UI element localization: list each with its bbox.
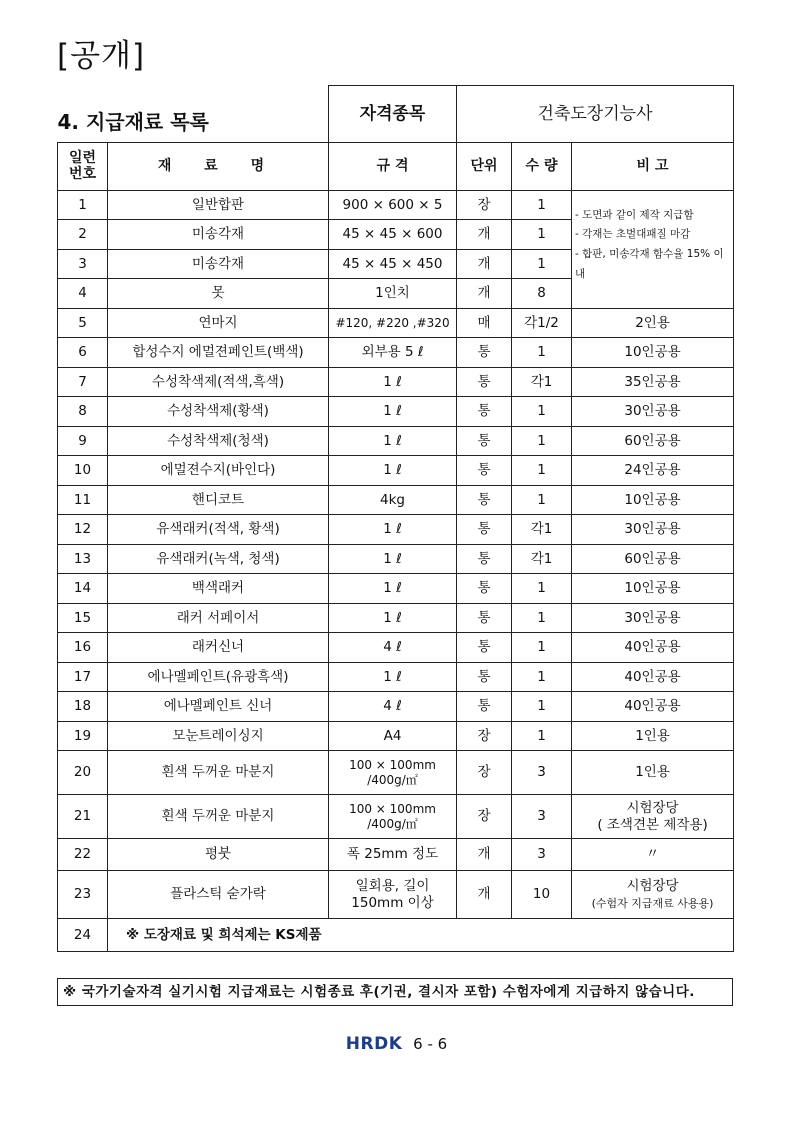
- row-num: 16: [58, 633, 108, 663]
- row-name: 합성수지 에멀젼페인트(백색): [108, 338, 329, 368]
- row-name: 래커 서페이서: [108, 603, 329, 633]
- row-spec: 900 × 600 × 5: [329, 190, 457, 220]
- row-num: 14: [58, 574, 108, 604]
- row-spec: 1 ℓ: [329, 662, 457, 692]
- table-row: [58, 751, 734, 795]
- row-qty: 10: [512, 871, 572, 919]
- row-num: 19: [58, 721, 108, 751]
- row-qty: 1: [512, 249, 572, 279]
- table-row: [58, 795, 734, 839]
- row-unit: 통: [457, 692, 512, 722]
- row-spec: #120, #220 ,#320: [329, 308, 457, 338]
- row-name: 수성착색제(청색): [108, 426, 329, 456]
- header-num: 일련 번호: [58, 142, 108, 190]
- row-qty: 3: [512, 795, 572, 839]
- row-qty: 각1: [512, 515, 572, 545]
- header-note: 비 고: [572, 142, 734, 190]
- row-spec: 1 ℓ: [329, 574, 457, 604]
- table-row: [58, 662, 734, 692]
- row-unit: 개: [457, 279, 512, 309]
- row-num: 20: [58, 751, 108, 795]
- row-num: 9: [58, 426, 108, 456]
- row-unit: 장: [457, 751, 512, 795]
- row-num: 13: [58, 544, 108, 574]
- row-qty: 각1: [512, 544, 572, 574]
- ks-note: ※ 도장재료 및 희석제는 KS제품: [108, 919, 734, 952]
- table-row: [58, 190, 734, 220]
- row-name: 흰색 두꺼운 마분지: [108, 795, 329, 839]
- note-line: - 각재는 초벌대패질 마감: [575, 228, 691, 241]
- materials-table: [57, 85, 734, 952]
- row-note: 〃: [572, 839, 734, 871]
- notice-box: ※ 국가기술자격 실기시험 지급재료는 시험종료 후(기권, 결시자 포함) 수험자에게 지급하지 않습니다.: [57, 978, 733, 1006]
- row-unit: 통: [457, 574, 512, 604]
- row-note: 40인공용: [572, 692, 734, 722]
- row-name: 못: [108, 279, 329, 309]
- row-qty: 1: [512, 574, 572, 604]
- row-spec: 외부용 5 ℓ: [329, 338, 457, 368]
- row-num: 10: [58, 456, 108, 486]
- row-num: 15: [58, 603, 108, 633]
- row-spec: A4: [329, 721, 457, 751]
- row-qty: 1: [512, 426, 572, 456]
- row-unit: 통: [457, 456, 512, 486]
- row-note: 40인공용: [572, 633, 734, 663]
- row-spec: 45 × 45 × 600: [329, 220, 457, 250]
- row-unit: 통: [457, 338, 512, 368]
- row-qty: 1: [512, 190, 572, 220]
- row-qty: 1: [512, 633, 572, 663]
- table-row: [58, 485, 734, 515]
- row-note: 24인공용: [572, 456, 734, 486]
- row-name: 수성착색제(적색,흑색): [108, 367, 329, 397]
- row-num: 1: [58, 190, 108, 220]
- row-name: 래커신너: [108, 633, 329, 663]
- header-spec: 규 격: [329, 142, 457, 190]
- row-note: 40인공용: [572, 662, 734, 692]
- row-name: 연마지: [108, 308, 329, 338]
- row-qty: 1: [512, 338, 572, 368]
- row-num: 8: [58, 397, 108, 427]
- row-num: 3: [58, 249, 108, 279]
- row-qty: 1: [512, 397, 572, 427]
- table-row: [58, 721, 734, 751]
- row-name: 에나멜페인트 신너: [108, 692, 329, 722]
- row-name: 수성착색제(황색): [108, 397, 329, 427]
- row-num: 23: [58, 871, 108, 919]
- header-name: 재 료 명: [108, 142, 329, 190]
- row-qty: 3: [512, 839, 572, 871]
- row-num: 24: [58, 919, 108, 952]
- row-spec: 1 ℓ: [329, 397, 457, 427]
- row-unit: 장: [457, 721, 512, 751]
- row-note: 35인공용: [572, 367, 734, 397]
- row-note: 시험장당 (수험자 지급재료 사용용): [572, 871, 734, 919]
- row-name: 플라스틱 숟가락: [108, 871, 329, 919]
- row-note: 60인공용: [572, 544, 734, 574]
- row-note: 1인용: [572, 721, 734, 751]
- row-unit: 통: [457, 515, 512, 545]
- row-spec: 1인치: [329, 279, 457, 309]
- row-name: 일반합판: [108, 190, 329, 220]
- row-spec: 100 × 100mm /400g/㎡: [329, 795, 457, 839]
- row-note: 1인용: [572, 751, 734, 795]
- row-name: 백색래커: [108, 574, 329, 604]
- row-spec: 1 ℓ: [329, 603, 457, 633]
- page-number: 6 - 6: [413, 1035, 448, 1053]
- row-spec: 1 ℓ: [329, 367, 457, 397]
- row-unit: 개: [457, 871, 512, 919]
- row-name: 미송각재: [108, 249, 329, 279]
- row-unit: 장: [457, 190, 512, 220]
- header-qty: 수 량: [512, 142, 572, 190]
- row-name: 에멀젼수지(바인다): [108, 456, 329, 486]
- section-title: 4. 지급재료 목록: [58, 86, 329, 143]
- row-note: 10인공용: [572, 485, 734, 515]
- row-num: 22: [58, 839, 108, 871]
- footer: [0, 1034, 793, 1054]
- hrdk-logo: HRDK: [345, 1034, 403, 1054]
- row-qty: 1: [512, 662, 572, 692]
- row-qty: 1: [512, 603, 572, 633]
- row-num: 7: [58, 367, 108, 397]
- row-note: 30인공용: [572, 603, 734, 633]
- header-unit: 단위: [457, 142, 512, 190]
- table-header: [58, 142, 734, 190]
- note-line: - 합판, 미송각재 함수율 15% 이내: [575, 248, 724, 281]
- row-spec: 1 ℓ: [329, 426, 457, 456]
- table-row: [58, 456, 734, 486]
- row-unit: 통: [457, 426, 512, 456]
- row-name: 미송각재: [108, 220, 329, 250]
- row-unit: 장: [457, 795, 512, 839]
- row-num: 2: [58, 220, 108, 250]
- table-row: [58, 871, 734, 919]
- qualification-label: 자격종목: [329, 86, 457, 143]
- row-qty: 3: [512, 751, 572, 795]
- row-spec: 1 ℓ: [329, 544, 457, 574]
- table-row: [58, 574, 734, 604]
- row-note: 시험장당 ( 조색견본 제작용): [572, 795, 734, 839]
- qualification-value: 건축도장기능사: [457, 86, 734, 143]
- row-name: 에나멜페인트(유광흑색): [108, 662, 329, 692]
- row-spec: 45 × 45 × 450: [329, 249, 457, 279]
- row-spec: 일회용, 길이 150mm 이상: [329, 871, 457, 919]
- row-note: 10인공용: [572, 574, 734, 604]
- row-name: 핸디코트: [108, 485, 329, 515]
- row-qty: 1: [512, 692, 572, 722]
- row-qty: 각1: [512, 367, 572, 397]
- row-note: 30인공용: [572, 515, 734, 545]
- table-row: [58, 919, 734, 952]
- row-qty: 1: [512, 220, 572, 250]
- row-spec: 4kg: [329, 485, 457, 515]
- row-note: 10인공용: [572, 338, 734, 368]
- row-name: 흰색 두꺼운 마분지: [108, 751, 329, 795]
- row-unit: 통: [457, 633, 512, 663]
- row-note: 2인용: [572, 308, 734, 338]
- row-name: 유색래커(녹색, 청색): [108, 544, 329, 574]
- row-unit: 개: [457, 220, 512, 250]
- table-row: [58, 633, 734, 663]
- row-unit: 통: [457, 603, 512, 633]
- table-row: [58, 338, 734, 368]
- table-row: [58, 839, 734, 871]
- row-num: 12: [58, 515, 108, 545]
- row-qty: 1: [512, 721, 572, 751]
- row-unit: 통: [457, 544, 512, 574]
- row-unit: 통: [457, 485, 512, 515]
- table-row: [58, 426, 734, 456]
- row-unit: 매: [457, 308, 512, 338]
- row-num: 11: [58, 485, 108, 515]
- row-note: 30인공용: [572, 397, 734, 427]
- row-num: 5: [58, 308, 108, 338]
- row-qty: 1: [512, 456, 572, 486]
- row-spec: 1 ℓ: [329, 456, 457, 486]
- row-qty: 1: [512, 485, 572, 515]
- note-line: - 도면과 같이 제작 지급함: [575, 208, 694, 221]
- row-name: 모눈트레이싱지: [108, 721, 329, 751]
- row-unit: 개: [457, 839, 512, 871]
- table-row: [58, 692, 734, 722]
- row-spec: 4 ℓ: [329, 692, 457, 722]
- table-row: [58, 515, 734, 545]
- row-note: 60인공용: [572, 426, 734, 456]
- disclosure-tag: [공개]: [57, 38, 146, 74]
- row-name: 평붓: [108, 839, 329, 871]
- row-spec: 4 ℓ: [329, 633, 457, 663]
- row-num: 18: [58, 692, 108, 722]
- notes-block: [572, 190, 734, 308]
- row-num: 4: [58, 279, 108, 309]
- table-row: [58, 367, 734, 397]
- row-qty: 각1/2: [512, 308, 572, 338]
- row-num: 6: [58, 338, 108, 368]
- row-name: 유색래커(적색, 황색): [108, 515, 329, 545]
- row-num: 21: [58, 795, 108, 839]
- row-unit: 통: [457, 367, 512, 397]
- row-qty: 8: [512, 279, 572, 309]
- row-num: 17: [58, 662, 108, 692]
- row-spec: 100 × 100mm /400g/㎡: [329, 751, 457, 795]
- row-spec: 1 ℓ: [329, 515, 457, 545]
- row-spec: 폭 25mm 정도: [329, 839, 457, 871]
- table-row: [58, 397, 734, 427]
- table-row: [58, 544, 734, 574]
- row-unit: 통: [457, 662, 512, 692]
- table-row: [58, 603, 734, 633]
- table-row: [58, 308, 734, 338]
- row-unit: 개: [457, 249, 512, 279]
- row-unit: 통: [457, 397, 512, 427]
